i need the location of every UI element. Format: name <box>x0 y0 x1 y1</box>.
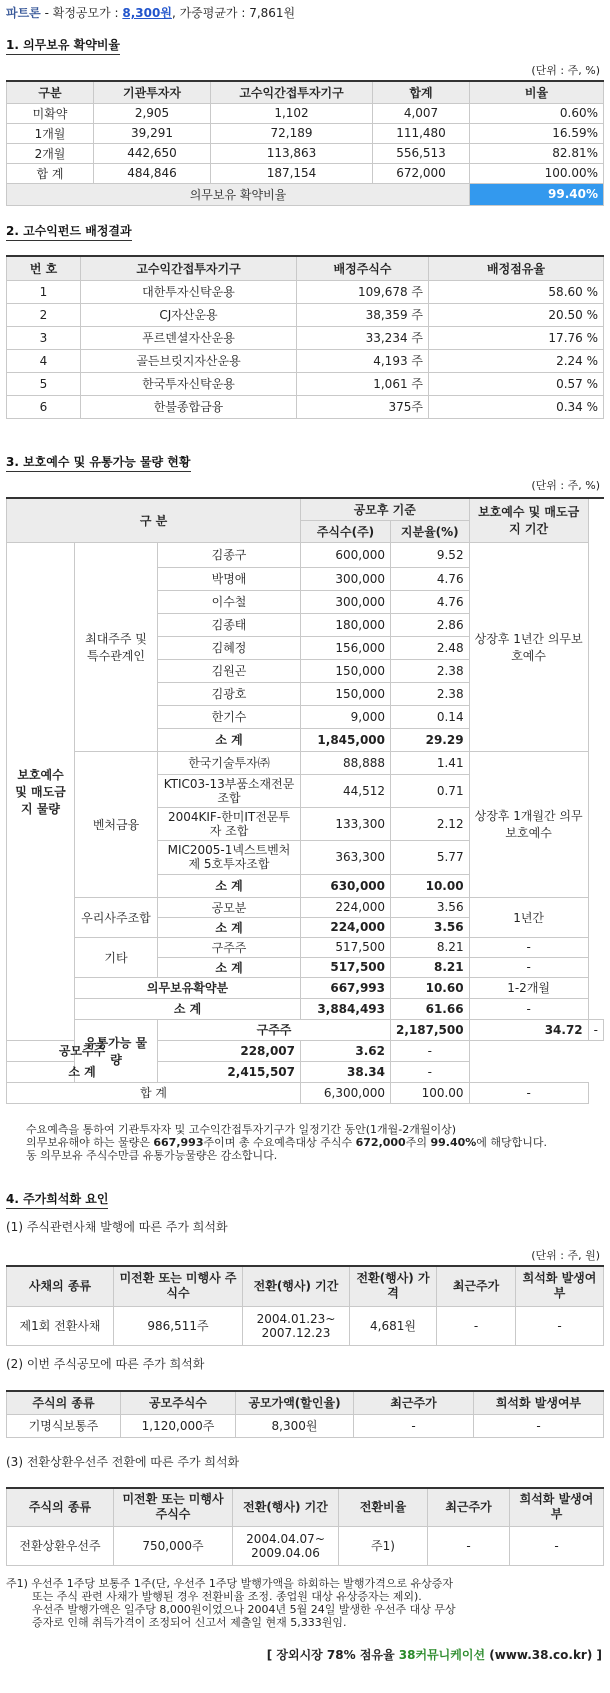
section3-title: 3. 보호예수 및 유통가능 물량 현황 <box>6 453 191 472</box>
table-row <box>7 163 604 183</box>
cell: 82.81% <box>470 143 604 163</box>
group-other: 기타 <box>75 937 158 977</box>
footnote-line: 주1) 우선주 1주당 보통주 1주(단, 우선주 1주당 발행가액을 하회하는 발행가격으로 유상증자 <box>6 1577 453 1590</box>
group-lockup: 보호예수 및 매도금지 물량 <box>7 542 75 1040</box>
note-value: 99.40% <box>430 1136 477 1149</box>
table-row <box>7 303 604 326</box>
cell: 300,000 <box>301 590 391 613</box>
cell: 44,512 <box>301 774 391 807</box>
cell: - <box>391 1061 470 1082</box>
cell: 2,905 <box>94 103 211 123</box>
cell: 합 계 <box>7 1082 301 1103</box>
col-header: 공모주식수 <box>121 1391 236 1414</box>
cell: 100.00% <box>470 163 604 183</box>
lockup-note <box>26 1123 606 1162</box>
lockup-ratio-table <box>6 80 604 206</box>
cell: 2,415,507 <box>158 1061 301 1082</box>
cell: 공모주주 <box>7 1040 158 1061</box>
table-row <box>7 751 604 774</box>
note-text: 주이며 총 수요예측대상 주식수 <box>203 1136 356 1149</box>
cell: 672,000 <box>373 163 470 183</box>
table-row <box>7 1040 604 1061</box>
cell: 224,000 <box>301 897 391 917</box>
cell: - <box>437 1306 516 1345</box>
cell: 39,291 <box>94 123 211 143</box>
cell: 58.60 % <box>429 280 604 303</box>
cell: 3 <box>7 326 81 349</box>
cell: 1.41 <box>391 751 470 774</box>
cell: 20.50 % <box>429 303 604 326</box>
cell: 113,863 <box>211 143 373 163</box>
cell: 소 계 <box>158 917 301 937</box>
cell: 2개월 <box>7 143 94 163</box>
cell: - <box>510 1526 604 1565</box>
cell: 100.00 <box>391 1082 470 1103</box>
cell: 소 계 <box>7 1061 158 1082</box>
col-header: 주식의 종류 <box>7 1488 114 1526</box>
cell: 미확약 <box>7 103 94 123</box>
cell: CJ자산운용 <box>81 303 297 326</box>
cell: 0.57 % <box>429 372 604 395</box>
preferred-dilution-table <box>6 1487 604 1566</box>
cell: 750,000주 <box>114 1526 233 1565</box>
cell: 3.56 <box>391 917 470 937</box>
cell: 기명식보통주 <box>7 1414 121 1437</box>
table-row <box>7 103 604 123</box>
cell: 630,000 <box>301 874 391 897</box>
table-row <box>7 542 604 567</box>
cell: 한국기술투자㈜ <box>158 751 301 774</box>
col-header: 최근주가 <box>437 1266 516 1306</box>
lock-period: 상장후 1개월간 의무보호예수 <box>469 751 588 897</box>
cell: 2.24 % <box>429 349 604 372</box>
table-row <box>7 937 604 957</box>
table-row <box>7 1526 604 1565</box>
group-tradable: 유통가능 물량 <box>75 1019 158 1082</box>
col-header: 전환(행사) 기간 <box>243 1266 350 1306</box>
col-header: 희석화 발생여부 <box>510 1488 604 1526</box>
cell: 한기수 <box>158 705 301 728</box>
cell: 4.76 <box>391 567 470 590</box>
cell: - <box>469 1082 588 1103</box>
cell: 517,500 <box>301 937 391 957</box>
p1-title: (1) 주식관련사채 발행에 따른 주가 희석화 <box>6 1220 228 1234</box>
bond-dilution-table <box>6 1265 604 1346</box>
cell: 김원곤 <box>158 659 301 682</box>
cell: 5.77 <box>391 840 470 874</box>
header-pre: - 확정공모가 : <box>40 6 123 20</box>
cell: 2.86 <box>391 613 470 636</box>
note-line: 수요예측을 통하여 기관투자자 및 고수익간접투자기구가 일정기간 동안(1개월-2개월이상) <box>26 1123 457 1136</box>
cell: 대한투자신탁운용 <box>81 280 297 303</box>
lockup-total-row <box>7 183 604 205</box>
cell: 72,189 <box>211 123 373 143</box>
cell: 156,000 <box>301 636 391 659</box>
cell: 주1) <box>339 1526 428 1565</box>
table-row <box>7 349 604 372</box>
cell: 300,000 <box>301 567 391 590</box>
cell: 1,102 <box>211 103 373 123</box>
subtotal-row <box>7 1061 604 1082</box>
cell: 김종구 <box>158 542 301 567</box>
cell: 김광호 <box>158 682 301 705</box>
cell: 187,154 <box>211 163 373 183</box>
cell: 3.56 <box>391 897 470 917</box>
group-venture: 벤처금융 <box>75 751 158 897</box>
cell: 1개월 <box>7 123 94 143</box>
lockup-status-table <box>6 497 604 1104</box>
cell: 구주주 <box>158 937 301 957</box>
cell: 소 계 <box>158 728 301 751</box>
cell: MIC2005-1넥스트벤처제 5호투자조합 <box>158 840 301 874</box>
note-line: 동 의무보유 주식수만큼 유통가능물량은 감소합니다. <box>26 1149 278 1162</box>
cell: KTIC03-13부품소재전문 조합 <box>158 774 301 807</box>
cell: 10.60 <box>391 977 470 998</box>
cell: 2.12 <box>391 807 470 840</box>
col-header: 전환비율 <box>339 1488 428 1526</box>
cell: 38,359 주 <box>297 303 429 326</box>
footer-company-link[interactable]: 38커뮤니케이션 <box>398 1648 486 1662</box>
cell: - <box>469 957 588 977</box>
cell: 2,187,500 <box>391 1019 470 1040</box>
cell: 8,300원 <box>236 1414 354 1437</box>
cell: 10.00 <box>391 874 470 897</box>
table-row <box>7 1019 604 1040</box>
cell: 박명애 <box>158 567 301 590</box>
note-text: 에 해당합니다. <box>476 1136 548 1149</box>
cell: 2.38 <box>391 659 470 682</box>
cell: 2004.04.07~ 2009.04.06 <box>233 1526 339 1565</box>
cell: 9.52 <box>391 542 470 567</box>
col-header: 미전환 또는 미행사 주식수 <box>114 1266 243 1306</box>
footer-text: (www.38.co.kr) ] <box>485 1648 602 1662</box>
cell: 150,000 <box>301 682 391 705</box>
col-header: 지분율(%) <box>391 520 470 542</box>
cell: 구주주 <box>158 1019 391 1040</box>
cell: 1,845,000 <box>301 728 391 751</box>
cell: 109,678 주 <box>297 280 429 303</box>
cell: 2004KIF-한미IT전문투자 조합 <box>158 807 301 840</box>
table-row <box>7 326 604 349</box>
col-header: 공모가액(할인율) <box>236 1391 354 1414</box>
cell: 0.71 <box>391 774 470 807</box>
cell: 1 <box>7 280 81 303</box>
cell: 1,061 주 <box>297 372 429 395</box>
cell: 986,511주 <box>114 1306 243 1345</box>
cell: 667,993 <box>301 977 391 998</box>
cell: 2.38 <box>391 682 470 705</box>
section1-unit: (단위 : 주, %) <box>531 64 600 77</box>
confirmed-price: 8,300원 <box>122 6 172 20</box>
col-header: 전환(행사) 가격 <box>350 1266 437 1306</box>
cell: 한불종합금융 <box>81 395 297 418</box>
cell: 9,000 <box>301 705 391 728</box>
cell: 소 계 <box>75 998 301 1019</box>
subtotal-row <box>7 998 604 1019</box>
cell: 17.76 % <box>429 326 604 349</box>
section3-unit: (단위 : 주, %) <box>531 479 600 492</box>
cell: 150,000 <box>301 659 391 682</box>
fund-allocation-table <box>6 255 604 419</box>
lock-period: 1년간 <box>469 897 588 937</box>
cell: - <box>391 1040 470 1061</box>
cell: - <box>354 1414 474 1437</box>
col-header: 구분 <box>7 81 94 103</box>
cell: 2.48 <box>391 636 470 659</box>
cell: - <box>516 1306 604 1345</box>
cell: 2 <box>7 303 81 326</box>
table-row <box>7 372 604 395</box>
col-header: 최근주가 <box>428 1488 510 1526</box>
header-line <box>6 4 295 21</box>
cell: 8.21 <box>391 957 470 977</box>
cell: 4 <box>7 349 81 372</box>
col-header: 전환(행사) 기간 <box>233 1488 339 1526</box>
col-header: 고수익간접투자기구 <box>81 256 297 280</box>
cell: 228,007 <box>158 1040 301 1061</box>
cell: 2004.01.23~ 2007.12.23 <box>243 1306 350 1345</box>
header-post: , 가중평균가 : 7,861원 <box>171 6 296 20</box>
cell: 푸르덴셜자산운용 <box>81 326 297 349</box>
cell: 600,000 <box>301 542 391 567</box>
section2-title: 2. 고수익펀드 배정결과 <box>6 222 132 241</box>
col-header: 미전환 또는 미행사 주식수 <box>114 1488 233 1526</box>
col-header: 주식의 종류 <box>7 1391 121 1414</box>
cell: 4.76 <box>391 590 470 613</box>
cell: 제1회 전환사채 <box>7 1306 114 1345</box>
col-header: 고수익간접투자기구 <box>211 81 373 103</box>
col-header: 기관투자자 <box>94 81 211 103</box>
cell: 0.14 <box>391 705 470 728</box>
cell: 16.59% <box>470 123 604 143</box>
lockup-total-label: 의무보유 확약비율 <box>7 183 470 205</box>
section4-title: 4. 주가희석화 요인 <box>6 1190 108 1209</box>
offering-dilution-table <box>6 1390 604 1438</box>
total-row <box>7 1082 604 1103</box>
cell: 의무보유확약분 <box>75 977 301 998</box>
col-header: 최근주가 <box>354 1391 474 1414</box>
table-row <box>7 123 604 143</box>
cell: 224,000 <box>301 917 391 937</box>
footer-banner <box>267 1646 602 1663</box>
cell: 375주 <box>297 395 429 418</box>
cell: 34.72 <box>469 1019 588 1040</box>
col-header: 주식수(주) <box>301 520 391 542</box>
cell: 4,007 <box>373 103 470 123</box>
table-row <box>7 143 604 163</box>
note-text: 의무보유해야 하는 물량은 <box>26 1136 154 1149</box>
cell: 29.29 <box>391 728 470 751</box>
note-value: 667,993 <box>153 1136 204 1149</box>
cell: 6,300,000 <box>301 1082 391 1103</box>
section1-title: 1. 의무보유 확약비율 <box>6 36 120 55</box>
cell: 363,300 <box>301 840 391 874</box>
cell: 5 <box>7 372 81 395</box>
cell: 0.34 % <box>429 395 604 418</box>
col-header: 희석화 발생여부 <box>474 1391 604 1414</box>
footnote-line: 우선주 발행가액은 일주당 8,000원이었으나 2004년 5월 24일 발생한 우선주 대상 무상 <box>32 1603 456 1616</box>
note-value: 672,000 <box>355 1136 406 1149</box>
footer-text: [ 장외시장 78% 점유율 <box>266 1648 399 1662</box>
table-row <box>7 395 604 418</box>
table-row <box>7 1306 604 1345</box>
p3-title: (3) 전환상환우선주 전환에 따른 주가 희석화 <box>6 1455 240 1469</box>
p1-unit: (단위 : 주, 원) <box>531 1249 600 1262</box>
footnote <box>6 1577 606 1629</box>
col-header: 배정주식수 <box>297 256 429 280</box>
col-header: 희석화 발생여부 <box>516 1266 604 1306</box>
lockup-total-value: 99.40% <box>470 183 604 205</box>
cell: 1,120,000주 <box>121 1414 236 1437</box>
cell: - <box>474 1414 604 1437</box>
cell: 한국투자신탁운용 <box>81 372 297 395</box>
cell: 김종태 <box>158 613 301 636</box>
cell: 6 <box>7 395 81 418</box>
cell: 4,681원 <box>350 1306 437 1345</box>
col-header: 공모후 기준 <box>301 498 470 520</box>
cell: 33,234 주 <box>297 326 429 349</box>
cell: 이수철 <box>158 590 301 613</box>
note-line <box>26 1136 606 1149</box>
cell: 공모분 <box>158 897 301 917</box>
cell: 3.62 <box>301 1040 391 1061</box>
cell: - <box>469 998 588 1019</box>
cell: 484,846 <box>94 163 211 183</box>
col-header: 구 분 <box>7 498 301 542</box>
cell: 소 계 <box>158 874 301 897</box>
cell: 0.60% <box>470 103 604 123</box>
col-header: 보호예수 및 매도금지 기간 <box>469 498 588 542</box>
cell: 61.66 <box>391 998 470 1019</box>
cell: - <box>588 1019 603 1040</box>
cell: - <box>469 937 588 957</box>
lock-period: 상장후 1년간 의무보호예수 <box>469 542 588 751</box>
table-row <box>7 1414 604 1437</box>
cell: 1-2개월 <box>469 977 588 998</box>
col-header: 번 호 <box>7 256 81 280</box>
cell: 442,650 <box>94 143 211 163</box>
col-header: 비율 <box>470 81 604 103</box>
cell: 3,884,493 <box>301 998 391 1019</box>
group-major: 최대주주 및 특수관계인 <box>75 542 158 751</box>
footnote-line: 증자로 인해 취득가격이 조정되어 신고서 제출일 현재 5,333원임. <box>32 1616 347 1629</box>
cell: 김혜정 <box>158 636 301 659</box>
cell: 합 계 <box>7 163 94 183</box>
cell: 556,513 <box>373 143 470 163</box>
cell: 4,193 주 <box>297 349 429 372</box>
note-text: 주의 <box>405 1136 431 1149</box>
col-header: 사채의 종류 <box>7 1266 114 1306</box>
cell: - <box>428 1526 510 1565</box>
table-row <box>7 977 604 998</box>
cell: 111,480 <box>373 123 470 143</box>
cell: 전환상환우선주 <box>7 1526 114 1565</box>
cell: 8.21 <box>391 937 470 957</box>
col-header: 배정점유율 <box>429 256 604 280</box>
cell: 88,888 <box>301 751 391 774</box>
table-row <box>7 280 604 303</box>
group-esop: 우리사주조합 <box>75 897 158 937</box>
cell: 골든브릿지자산운용 <box>81 349 297 372</box>
brand-name: 파트론 <box>6 6 41 20</box>
p2-title: (2) 이번 주식공모에 따른 주가 희석화 <box>6 1357 205 1371</box>
cell: 180,000 <box>301 613 391 636</box>
table-row <box>7 897 604 917</box>
cell: 517,500 <box>301 957 391 977</box>
col-header: 합계 <box>373 81 470 103</box>
cell: 38.34 <box>301 1061 391 1082</box>
cell: 소 계 <box>158 957 301 977</box>
footnote-line: 또는 주식 관련 사채가 발행된 경우 전환비율 조정. 종업원 대상 유상증자는 제외). <box>32 1590 422 1603</box>
cell: 133,300 <box>301 807 391 840</box>
